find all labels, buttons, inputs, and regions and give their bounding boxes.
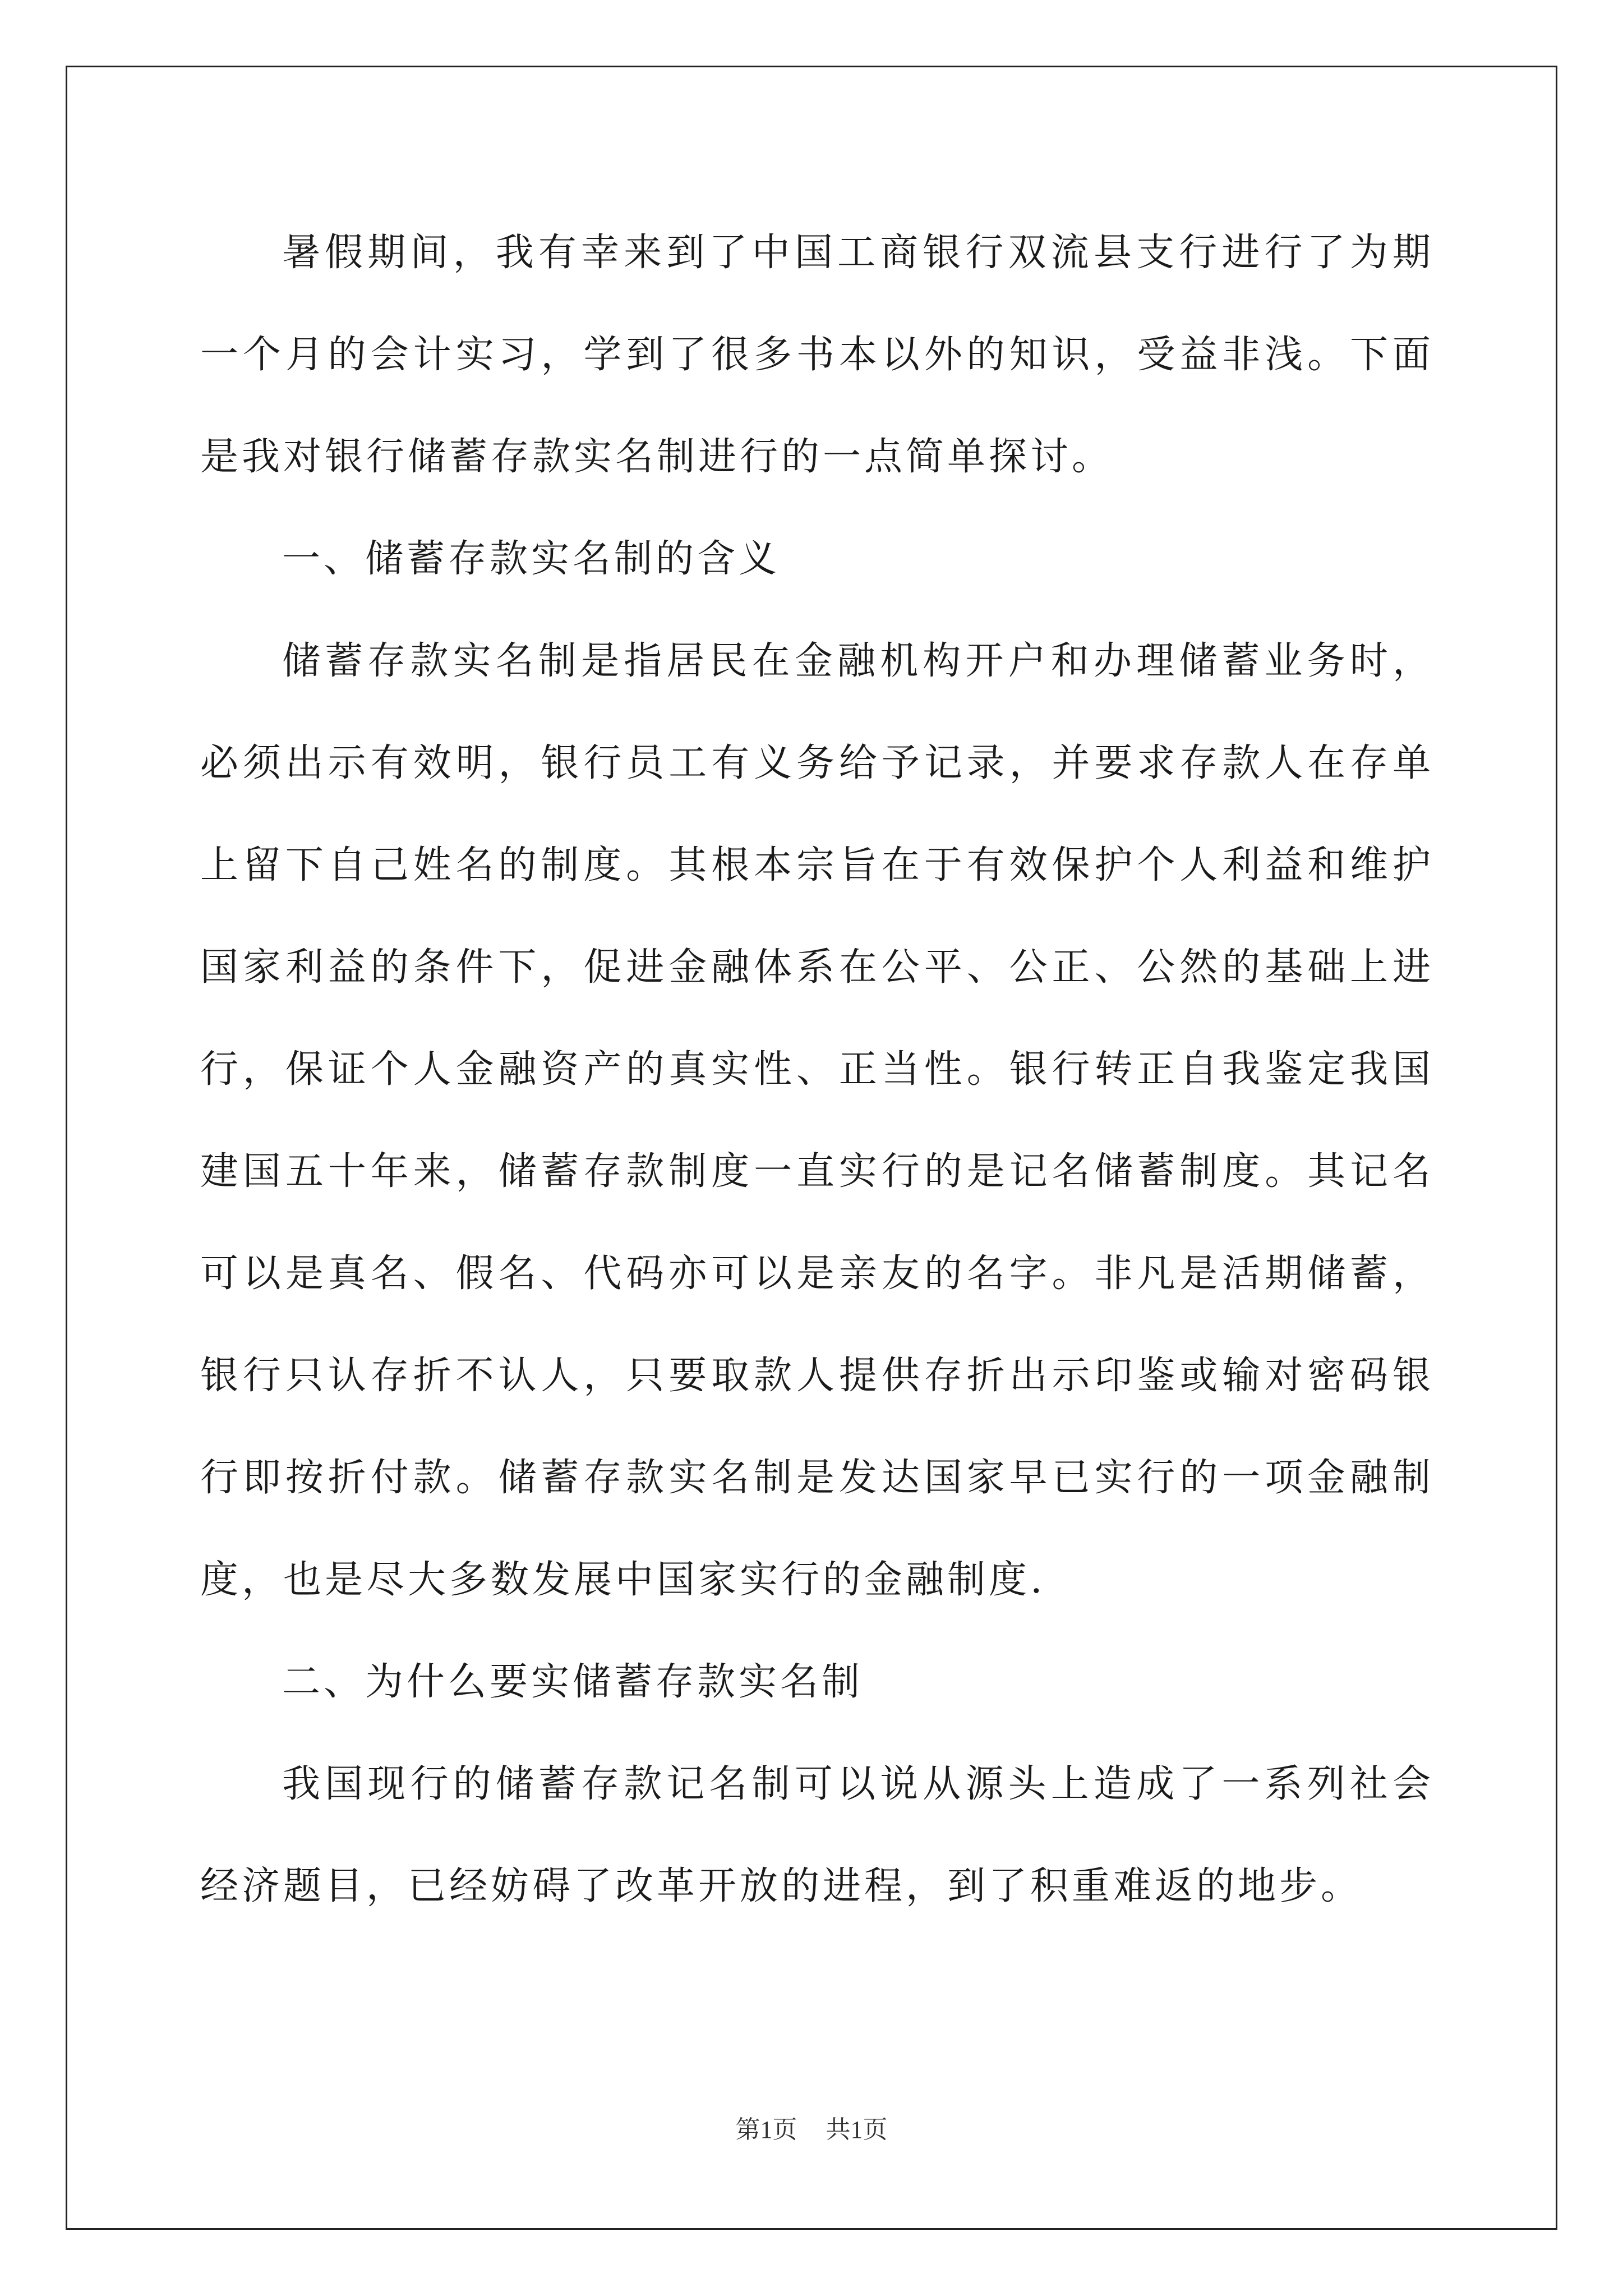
document-body (200, 202, 1434, 1938)
page-total: 共1页 (826, 2116, 888, 2143)
paragraph-intro: 暑假期间，我有幸来到了中国工商银行双流县支行进行了为期一个月的会计实习，学到了很多书本以外的知识，受益非浅。下面是我对银行储蓄存款实名制进行的一点简单探讨。 (200, 231, 1434, 479)
paragraph-reason: 我国现行的储蓄存款记名制可以说从源头上造成了一系列社会经济题目，已经妨碍了改革开放的进程，到了积重难返的地步。 (200, 1762, 1434, 1908)
page-footer (0, 2109, 1623, 2145)
section-heading-2: 二、为什么要实储蓄存款实名制 (282, 1660, 864, 1704)
section-heading-1: 一、储蓄存款实名制的含义 (282, 537, 781, 581)
page-number: 第1页 (735, 2116, 797, 2143)
paragraph-definition: 储蓄存款实名制是指居民在金融机构开户和办理储蓄业务时，必须出示有效明，银行员工有义务给予记录，并要求存款人在存单上留下自己姓名的制度。其根本宗旨在于有效保护个人利益和维护国家利益的条件下，促进金融体系在公平、公正、公然的基础上进行，保证个人金融资产的真实性、正当性。银行转正自我鉴定我国建国五十年来，储蓄存款制度一直实行的是记名储蓄制度。其记名可以是真名、假名、代码亦可以是亲友的名字。非凡是活期储蓄，银行只认存折不认人，只要取款人提供存折出示印鉴或输对密码银行即按折付款。储蓄存款实名制是发达国家早已实行的一项金融制度，也是尽大多数发展中国家实行的金融制度. (200, 639, 1434, 1602)
